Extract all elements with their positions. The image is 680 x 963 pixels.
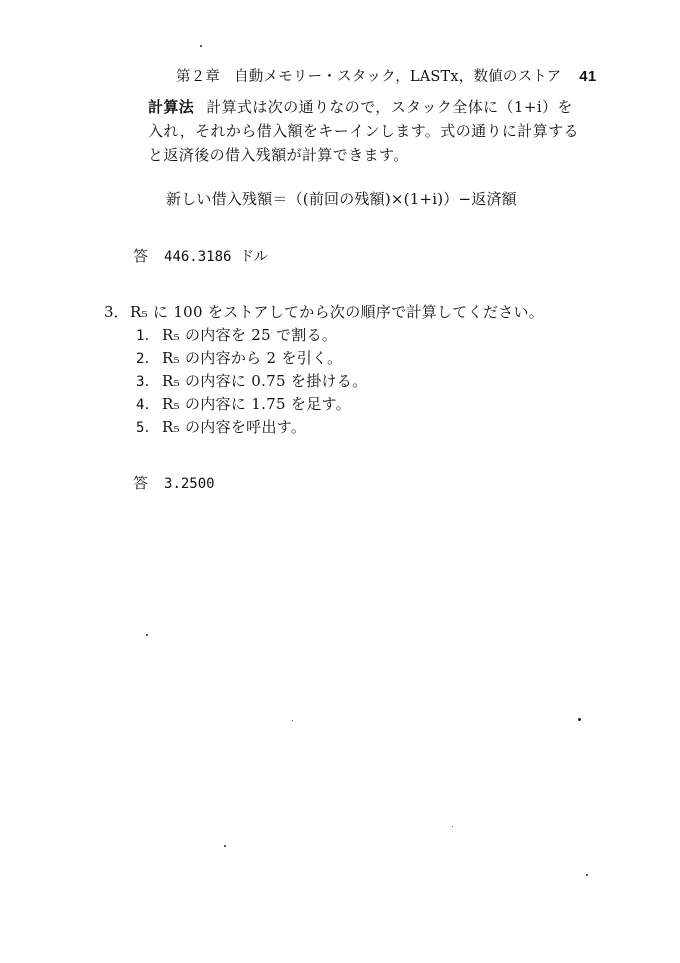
page-number: 41 [579, 68, 597, 85]
answer-1 [133, 246, 268, 267]
step-text: R₅ の内容から 2 を引く。 [162, 349, 343, 367]
scan-speck [578, 718, 581, 721]
step-number: 2． [136, 351, 160, 367]
scan-speck [452, 826, 453, 827]
method-line-2: 入れ，それから借入額をキーインします。式の通りに計算する [148, 122, 579, 140]
step-text: R₅ の内容に 0.75 を掛ける。 [162, 372, 368, 390]
answer-2-label: 答 [133, 474, 149, 492]
step-item [136, 325, 337, 346]
step-number: 1． [136, 328, 160, 344]
question-3-number: 3． [104, 303, 129, 321]
scan-speck [146, 634, 148, 636]
running-header [176, 67, 596, 87]
scan-speck [292, 720, 293, 721]
method-label: 計算法 [148, 98, 195, 116]
step-number: 4． [136, 397, 160, 413]
formula: 新しい借入残額＝（(前回の残額)×(1+i)）−返済額 [166, 190, 517, 208]
step-text: R₅ の内容を 25 で割る。 [162, 326, 338, 344]
chapter-title: 自動メモリー・スタック，LASTx，数値のストア [234, 69, 562, 85]
scan-speck [586, 874, 588, 876]
chapter-label: 第２章 [176, 69, 221, 85]
answer-2 [133, 473, 215, 494]
scan-speck [200, 45, 202, 47]
step-text: R₅ の内容を呼出す。 [162, 418, 307, 436]
method-line-3: と返済後の借入残額が計算できます。 [148, 146, 409, 164]
answer-1-label: 答 [133, 247, 149, 265]
step-item [136, 394, 351, 415]
step-item [136, 417, 306, 438]
method-text-1: 計算式は次の通りなので，スタック全体に（1+i）を [206, 98, 573, 116]
scan-speck [224, 845, 226, 847]
answer-1-value: 446.3186 ドル [164, 249, 268, 265]
method-line-1 [148, 97, 573, 117]
step-number: 5． [136, 420, 160, 436]
question-3-text: R₅ に 100 をストアしてから次の順序で計算してください。 [130, 303, 545, 321]
step-item [136, 348, 342, 369]
step-text: R₅ の内容に 1.75 を足す。 [162, 395, 351, 413]
step-number: 3． [136, 374, 160, 390]
answer-2-value: 3.2500 [164, 476, 215, 492]
step-item [136, 371, 367, 392]
